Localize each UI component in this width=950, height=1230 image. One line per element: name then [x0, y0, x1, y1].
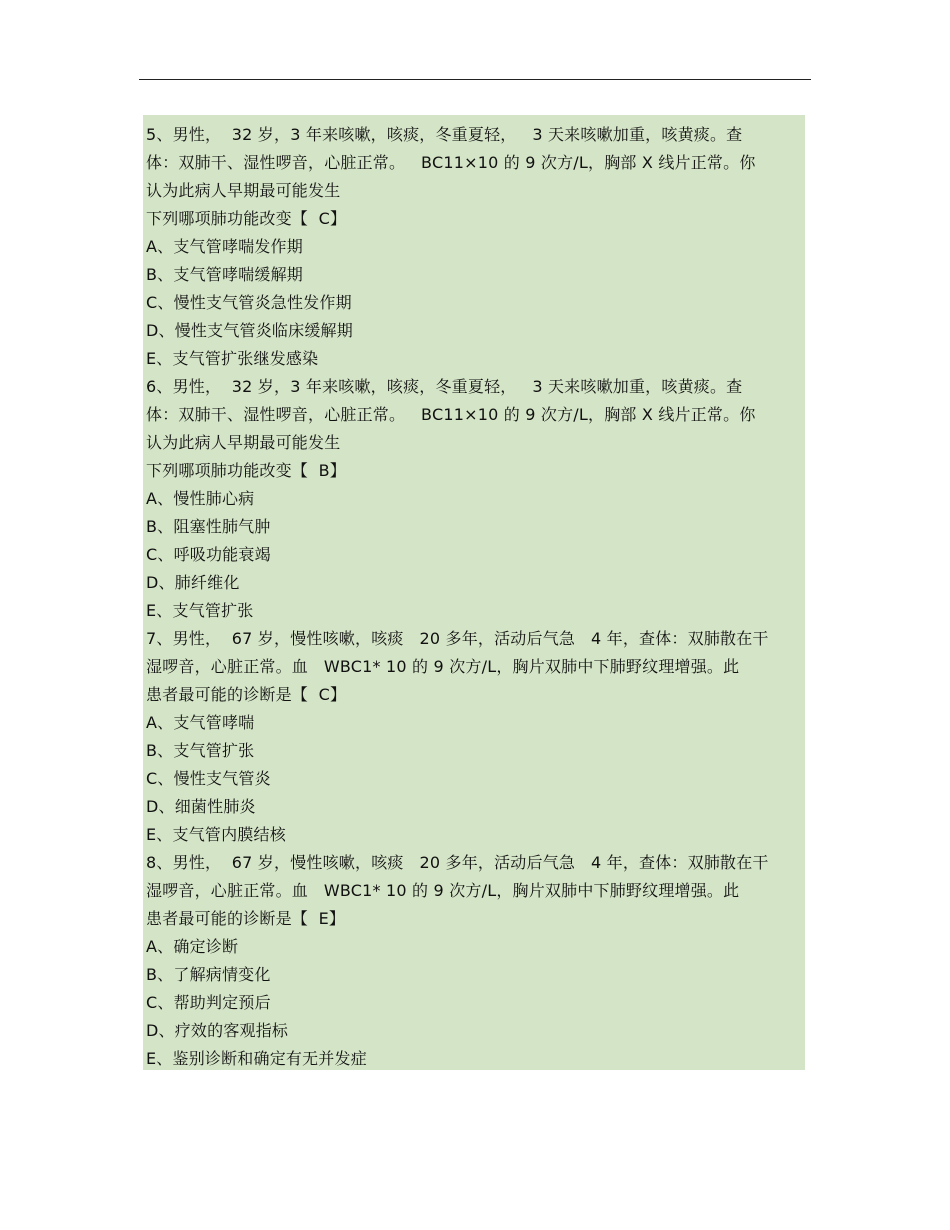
option-b: B、支气管哮喘缓解期 — [146, 265, 303, 284]
question-stem-line: 体：双肺干、湿性啰音，心脏正常。 BC11×10 的 9 次方/L，胸部 X 线片正常。你 — [146, 153, 756, 172]
question-stem-line: 认为此病人早期最可能发生 — [146, 181, 341, 200]
option-a: A、慢性肺心病 — [146, 489, 255, 508]
option-d: D、慢性支气管炎临床缓解期 — [146, 321, 353, 340]
question-stem-line: 患者最可能的诊断是【 C】 — [146, 685, 347, 704]
question-stem-line: 下列哪项肺功能改变【 B】 — [146, 461, 346, 480]
question-stem-line: 下列哪项肺功能改变【 C】 — [146, 209, 347, 228]
option-e: E、支气管扩张继发感染 — [146, 349, 319, 368]
option-d: D、细菌性肺炎 — [146, 797, 256, 816]
option-d: D、肺纤维化 — [146, 573, 240, 592]
option-c: C、慢性支气管炎 — [146, 769, 271, 788]
question-stem-line: 7、男性， 67 岁，慢性咳嗽，咳痰 20 多年，活动后气急 4 年，查体：双肺散在干 — [146, 629, 769, 648]
question-stem-line: 体：双肺干、湿性啰音，心脏正常。 BC11×10 的 9 次方/L，胸部 X 线片正常。你 — [146, 405, 756, 424]
question-stem-line: 6、男性， 32 岁，3 年来咳嗽，咳痰，冬重夏轻， 3 天来咳嗽加重，咳黄痰。查 — [146, 377, 743, 396]
option-d: D、疗效的客观指标 — [146, 1021, 289, 1040]
question-7 — [146, 625, 801, 849]
question-8 — [146, 849, 801, 1073]
question-5 — [146, 121, 801, 373]
option-c: C、帮助判定预后 — [146, 993, 271, 1012]
option-c: C、慢性支气管炎急性发作期 — [146, 293, 352, 312]
question-stem-line: 5、男性， 32 岁，3 年来咳嗽，咳痰，冬重夏轻， 3 天来咳嗽加重，咳黄痰。查 — [146, 125, 743, 144]
question-stem-line: 湿啰音，心脏正常。血 WBC1* 10 的 9 次方/L，胸片双肺中下肺野纹理增强。此 — [146, 881, 740, 900]
header-rule — [139, 79, 811, 80]
question-stem-line: 认为此病人早期最可能发生 — [146, 433, 341, 452]
option-e: E、支气管内膜结核 — [146, 825, 286, 844]
question-stem-line: 患者最可能的诊断是【 E】 — [146, 909, 346, 928]
question-stem-line: 湿啰音，心脏正常。血 WBC1* 10 的 9 次方/L，胸片双肺中下肺野纹理增强。此 — [146, 657, 740, 676]
option-b: B、了解病情变化 — [146, 965, 271, 984]
option-a: A、支气管哮喘发作期 — [146, 237, 303, 256]
option-e: E、鉴别诊断和确定有无并发症 — [146, 1049, 367, 1068]
option-b: B、支气管扩张 — [146, 741, 255, 760]
option-a: A、确定诊断 — [146, 937, 239, 956]
question-panel — [143, 115, 805, 1070]
option-a: A、支气管哮喘 — [146, 713, 255, 732]
option-e: E、支气管扩张 — [146, 601, 254, 620]
question-stem-line: 8、男性， 67 岁，慢性咳嗽，咳痰 20 多年，活动后气急 4 年，查体：双肺散在干 — [146, 853, 769, 872]
option-b: B、阻塞性肺气肿 — [146, 517, 271, 536]
question-6 — [146, 373, 801, 625]
option-c: C、呼吸功能衰竭 — [146, 545, 271, 564]
